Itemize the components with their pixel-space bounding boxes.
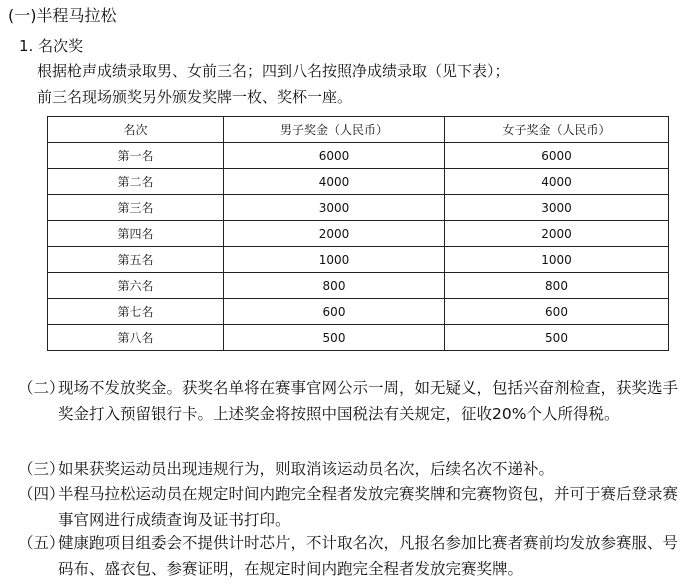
note-text: 健康跑项目组委会不提供计时芯片，不计取名次，凡报名参加比赛者赛前均发放参赛服、号码布、盛衣包、参赛证明，在规定时间内跑完全程者发放完赛奖牌。 [58, 534, 679, 578]
rank-cell: 第七名 [48, 299, 224, 325]
prize-table [47, 116, 669, 351]
table-header-row [48, 117, 669, 143]
intro-paragraph-line: 根据枪声成绩录取男、女前三名；四到八名按照净成绩录取（见下表）； [37, 62, 510, 80]
table-row [48, 143, 669, 169]
male-prize-cell: 6000 [224, 143, 445, 169]
note-text: 如果获奖运动员出现违规行为，则取消该运动员名次，后续名次不递补。 [58, 460, 555, 478]
sub-title: 1. 名次奖 [19, 37, 84, 55]
note-marker: （五） [18, 534, 65, 552]
note-marker: （二） [18, 379, 65, 397]
rank-cell: 第五名 [48, 247, 224, 273]
male-prize-cell: 600 [224, 299, 445, 325]
column-header-female-prize: 女子奖金（人民币） [445, 117, 669, 143]
note-item-4 [18, 481, 683, 533]
female-prize-cell: 600 [445, 299, 669, 325]
rank-cell: 第六名 [48, 273, 224, 299]
table-row [48, 195, 669, 221]
table-row [48, 325, 669, 351]
male-prize-cell: 4000 [224, 169, 445, 195]
intro-paragraph-line: 前三名现场颁奖另外颁发奖牌一枚、奖杯一座。 [37, 88, 353, 106]
female-prize-cell: 6000 [445, 143, 669, 169]
note-item-5 [18, 530, 683, 582]
table-row [48, 273, 669, 299]
female-prize-cell: 800 [445, 273, 669, 299]
female-prize-cell: 1000 [445, 247, 669, 273]
rank-cell: 第八名 [48, 325, 224, 351]
male-prize-cell: 800 [224, 273, 445, 299]
male-prize-cell: 3000 [224, 195, 445, 221]
female-prize-cell: 2000 [445, 221, 669, 247]
note-item-2 [18, 375, 683, 427]
rank-cell: 第二名 [48, 169, 224, 195]
note-marker: （四） [18, 485, 65, 503]
female-prize-cell: 4000 [445, 169, 669, 195]
female-prize-cell: 3000 [445, 195, 669, 221]
rank-cell: 第四名 [48, 221, 224, 247]
male-prize-cell: 500 [224, 325, 445, 351]
note-text: 半程马拉松运动员在规定时间内跑完全程者发放完赛奖牌和完赛物资包，并可于赛后登录赛事官网进行成绩查询及证书打印。 [58, 485, 679, 529]
rank-cell: 第一名 [48, 143, 224, 169]
rank-cell: 第三名 [48, 195, 224, 221]
table-row [48, 221, 669, 247]
table-row [48, 299, 669, 325]
table-row [48, 247, 669, 273]
column-header-male-prize: 男子奖金（人民币） [224, 117, 445, 143]
male-prize-cell: 2000 [224, 221, 445, 247]
note-item-3 [18, 456, 683, 482]
column-header-rank: 名次 [48, 117, 224, 143]
male-prize-cell: 1000 [224, 247, 445, 273]
note-marker: （三） [18, 460, 65, 478]
table-row [48, 169, 669, 195]
note-text: 现场不发放奖金。获奖名单将在赛事官网公示一周，如无疑义，包括兴奋剂检查，获奖选手奖金打入预留银行卡。上述奖金将按照中国税法有关规定，征收20%个人所得税。 [58, 379, 679, 423]
section-title: (一)半程马拉松 [8, 6, 117, 25]
female-prize-cell: 500 [445, 325, 669, 351]
